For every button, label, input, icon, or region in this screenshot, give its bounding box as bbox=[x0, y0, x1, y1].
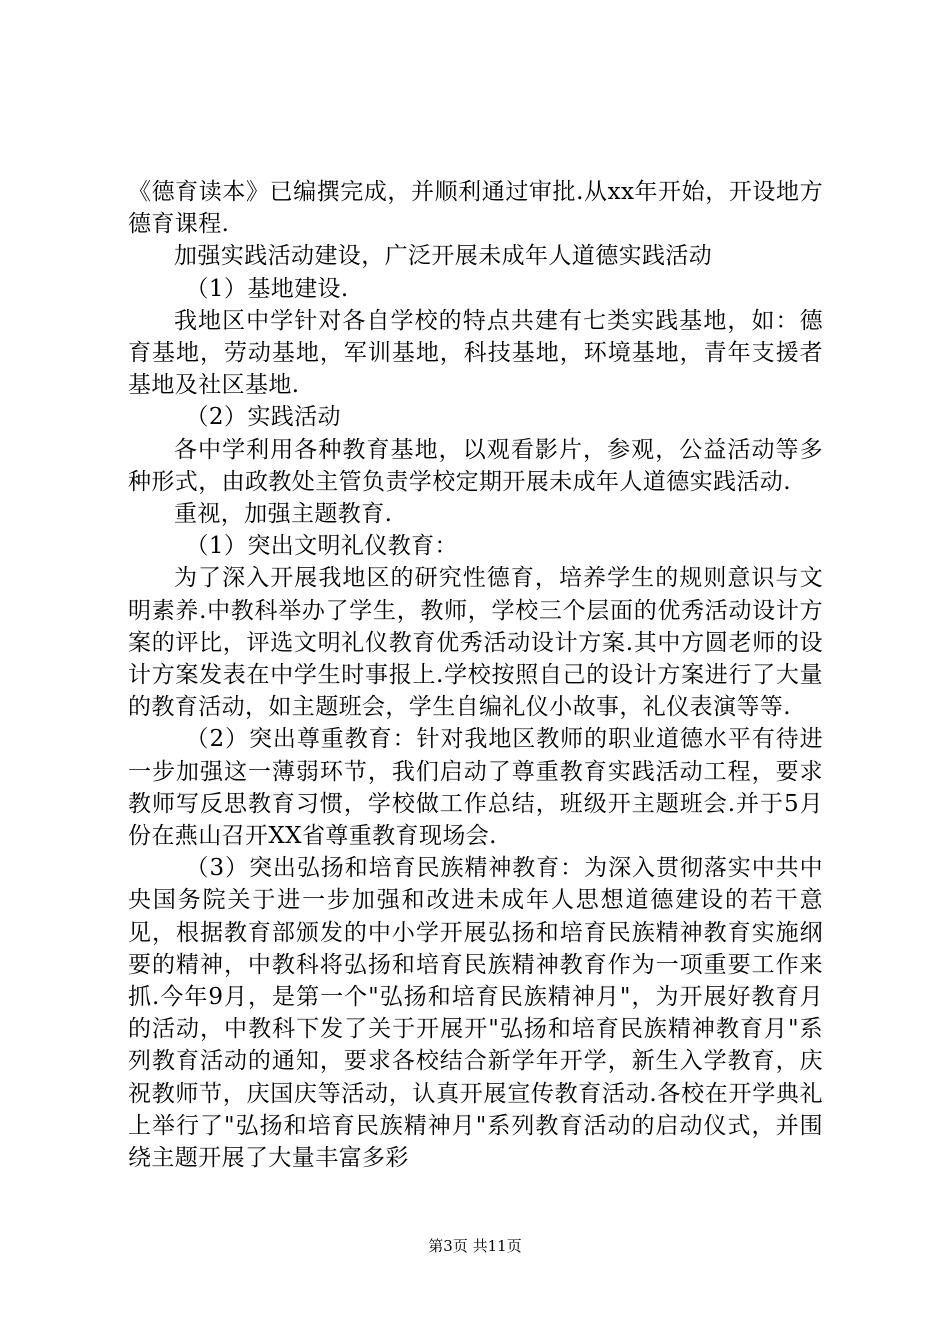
paragraph: （3）突出弘扬和培育民族精神教育：为深入贯彻落实中共中央国务院关于进一步加强和改进未成年人思想道德建设的若干意见，根据教育部颁发的中小学开展弘扬和培育民族精神教育实施纲要的精神，中教科将弘扬和培育民族精神教育作为一项重要工作来抓.今年9月，是第一个"弘扬和培育民族精神月"，为开展好教育月的活动，中教科下发了关于开展开"弘扬和培育民族精神教育月"系列教育活动的通知，要求各校结合新学年开学，新生入学教育，庆祝教师节，庆国庆等活动，认真开展宣传教育活动.各校在开学典礼上举行了"弘扬和培育民族精神月"系列教育活动的启动仪式，并围绕主题开展了大量丰富多彩 bbox=[128, 855, 823, 1172]
paragraph: 各中学利用各种教育基地，以观看影片，参观，公益活动等多种形式，由政教处主管负责学校定期开展未成年人道德实践活动. bbox=[128, 436, 823, 495]
paragraph: （2）实践活动 bbox=[185, 404, 341, 431]
paragraph: 为了深入开展我地区的研究性德育，培养学生的规则意识与文明素养.中教科举办了学生，教师，学校三个层面的优秀活动设计方案的评比，评选文明礼仪教育优秀活动设计方案.其中方圆老师的设计方案发表在中学生时事报上.学校按照自己的设计方案进行了大量的教育活动，如主题班会，学生自编礼仪小故事，礼仪表演等等. bbox=[128, 565, 823, 721]
page-number-footer: 第3页 共11页 bbox=[428, 1237, 522, 1255]
paragraph: 加强实践活动建设，广泛开展未成年人道德实践活动 bbox=[174, 243, 713, 270]
paragraph: 重视，加强主题教育. bbox=[174, 501, 393, 528]
paragraph: 《德育读本》已编撰完成，并顺利通过审批.从xx年开始，开设地方德育课程. bbox=[128, 179, 823, 238]
paragraph: （1）突出文明礼仪教育： bbox=[185, 533, 458, 560]
paragraph: 我地区中学针对各自学校的特点共建有七类实践基地，如：德育基地，劳动基地，军训基地，科技基地，环境基地，青年支援者基地及社区基地. bbox=[128, 307, 823, 399]
document-body bbox=[128, 176, 823, 1174]
paragraph: （2）突出尊重教育：针对我地区教师的职业道德水平有待进一步加强这一薄弱环节，我们启动了尊重教育实践活动工程，要求教师写反思教育习惯，学校做工作总结，班级开主题班会.并于5月份在燕山召开XX省尊重教育现场会. bbox=[128, 726, 823, 850]
paragraph: （1）基地建设. bbox=[185, 275, 349, 302]
